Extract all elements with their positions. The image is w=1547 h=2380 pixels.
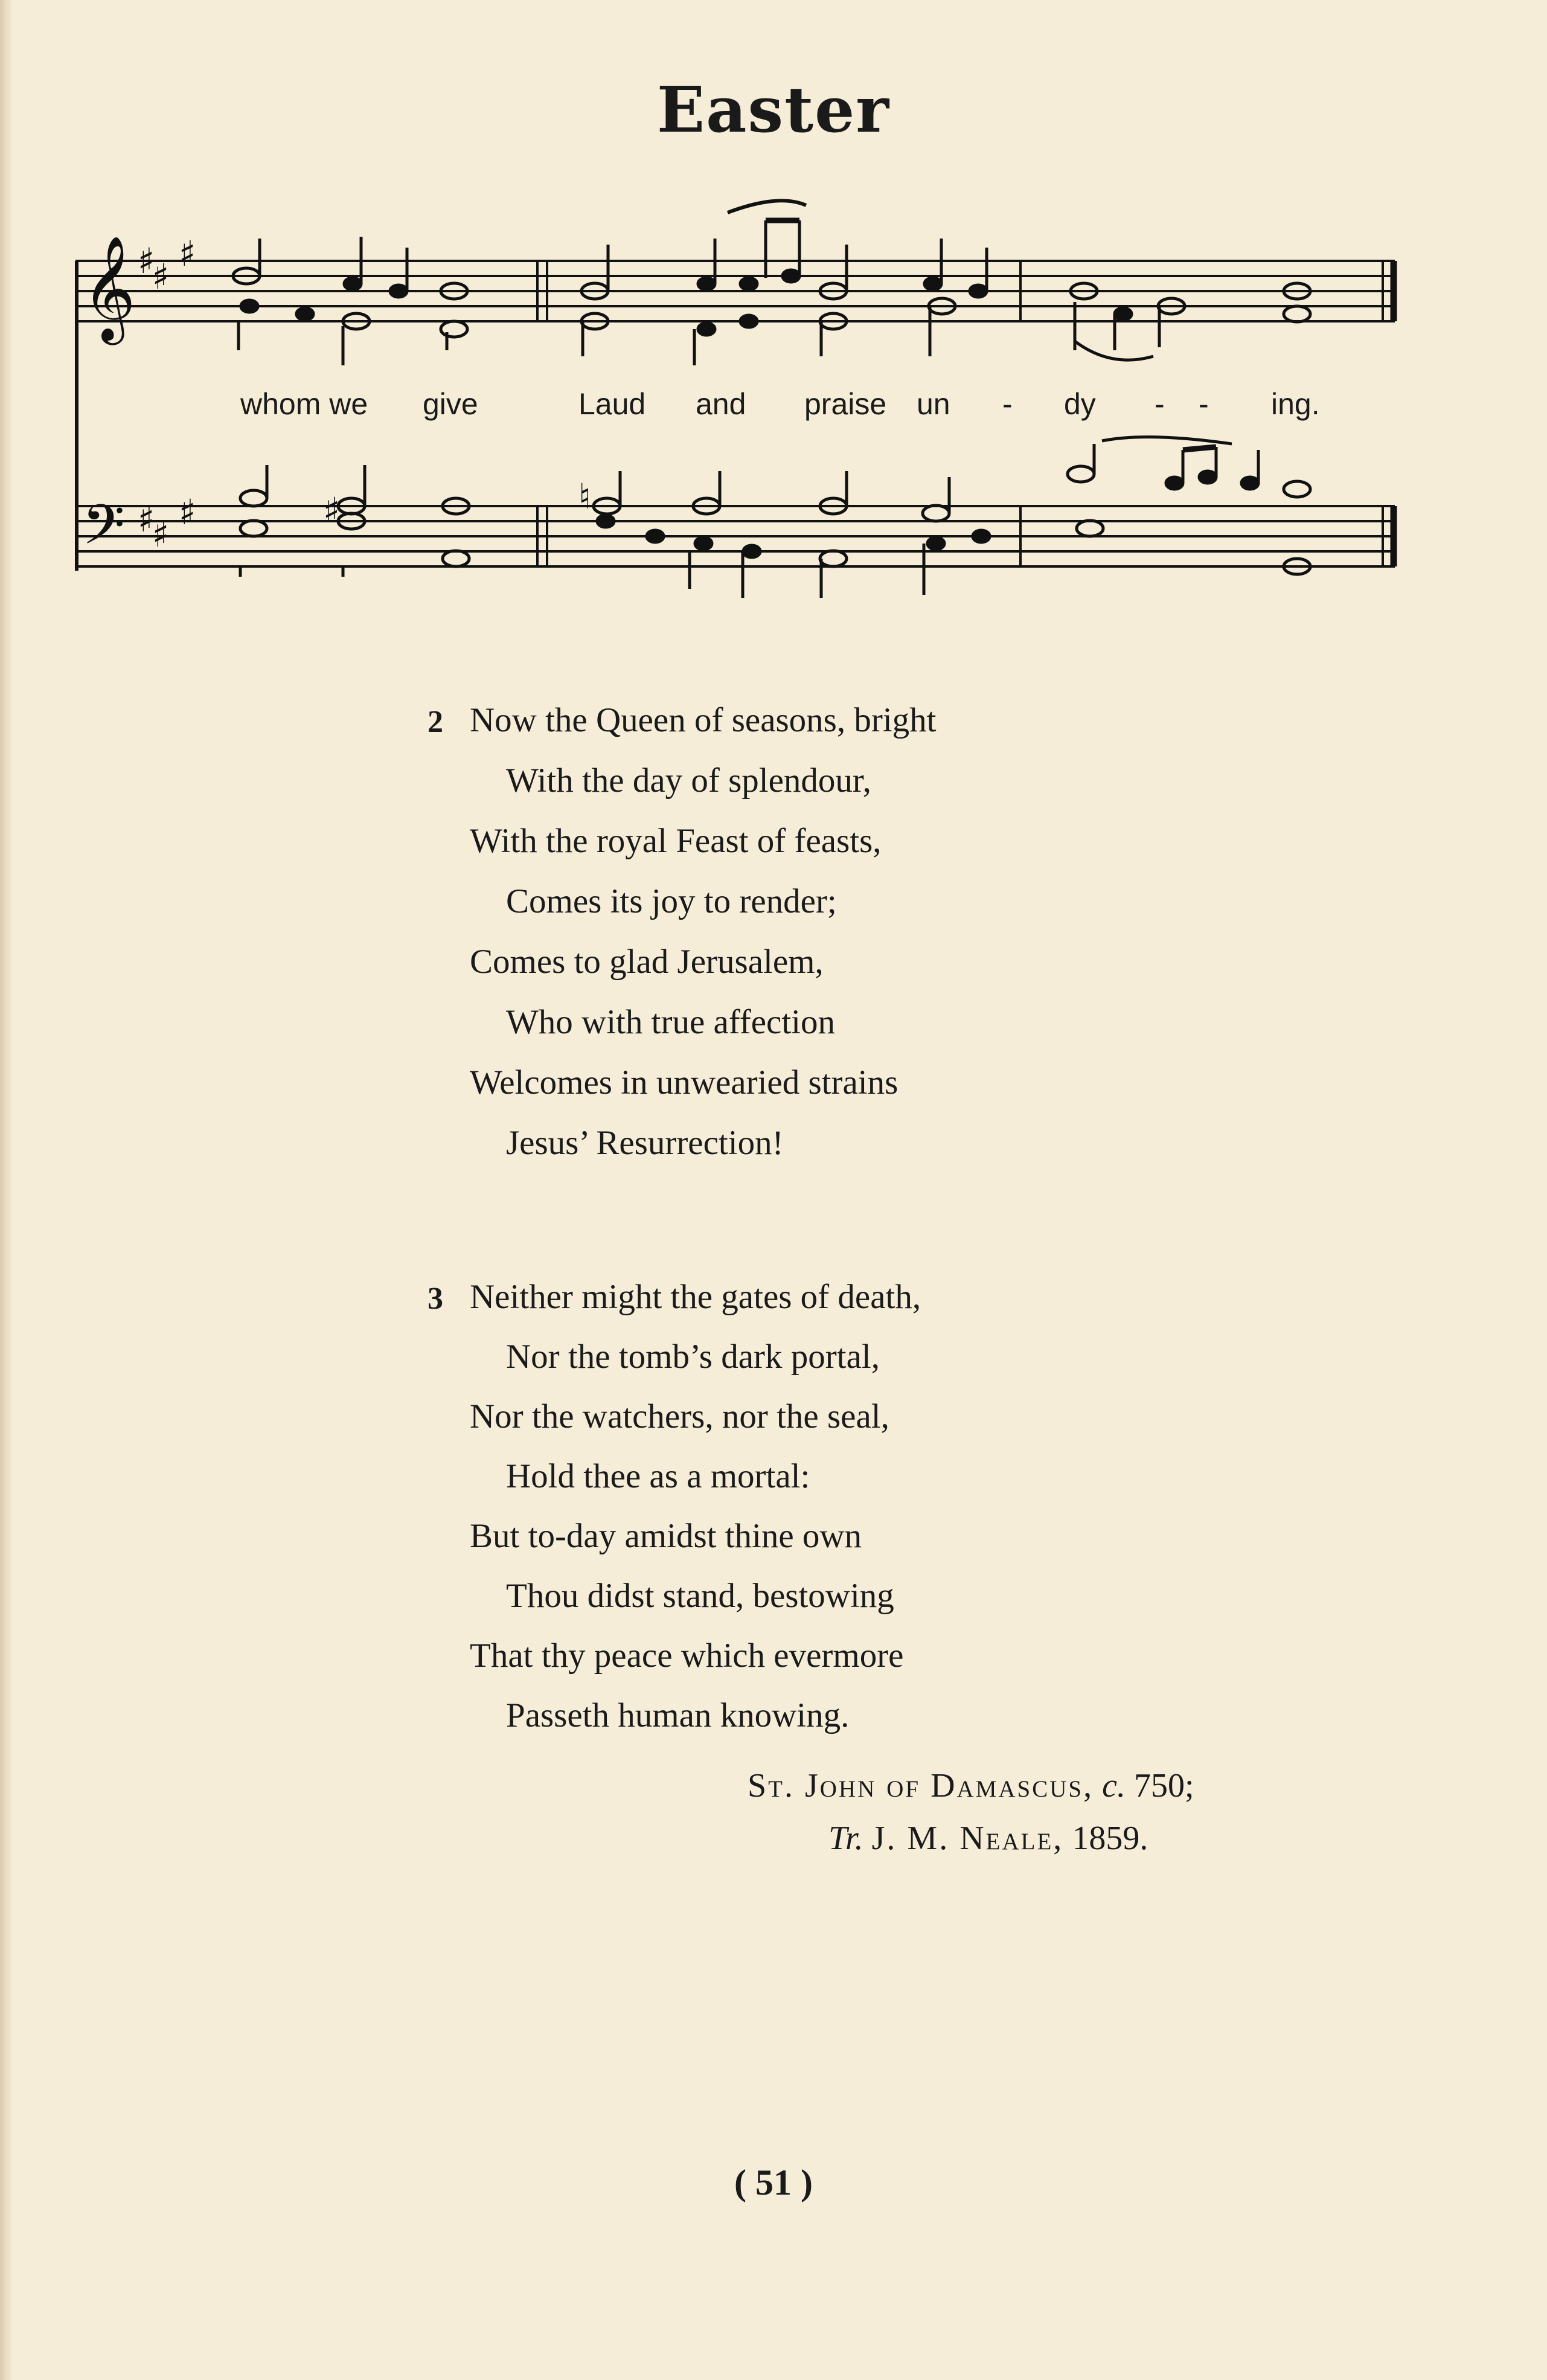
translator-name: J. M. Neale,	[871, 1820, 1064, 1857]
key-sharp: ♯	[179, 492, 196, 533]
lyric-syllable: -	[1199, 387, 1209, 421]
author-year: 750;	[1133, 1767, 1194, 1804]
verse-line: Thou didst stand, bestowing	[506, 1577, 894, 1615]
verse-line: Comes its joy to render;	[506, 882, 837, 920]
bass-staff	[75, 506, 1395, 566]
lyric-syllable: Laud	[578, 387, 646, 421]
verse-line: Hold thee as a mortal:	[506, 1457, 810, 1495]
author-name: St. John of Damascus,	[748, 1767, 1094, 1804]
lyric-syllable: give	[423, 387, 478, 421]
verse-line: Welcomes in unwearied strains	[470, 1063, 898, 1102]
key-sharp: ♯	[152, 256, 170, 297]
key-sharp: ♯	[138, 499, 155, 540]
slur-mark	[728, 200, 806, 213]
attribution-translator	[828, 1819, 1148, 1858]
lyric-syllable: un	[917, 387, 950, 421]
verse-line: But to-day amidst thine own	[470, 1517, 862, 1555]
lyric-syllable: -	[1155, 387, 1165, 421]
attribution-author	[748, 1766, 1194, 1805]
verse-line: Jesus’ Resurrection!	[506, 1124, 784, 1162]
verse-number: 2	[428, 705, 443, 739]
translator-year: 1859.	[1072, 1820, 1148, 1857]
verse-line: With the royal Feast of feasts,	[470, 822, 882, 860]
bass-notes	[240, 437, 1310, 598]
bass-clef: 𝄢	[82, 493, 125, 570]
translator-prefix: Tr.	[828, 1820, 863, 1857]
verse-line: Now the Queen of seasons, bright	[470, 701, 937, 739]
verse-line: Neither might the gates of death,	[470, 1278, 921, 1316]
key-sharp: ♯	[138, 240, 155, 281]
verse-line: Who with true affection	[506, 1003, 836, 1041]
lyric-syllable: dy	[1064, 387, 1096, 421]
page-number: ( 51 )	[734, 2163, 813, 2202]
treble-notes	[233, 220, 1310, 365]
lyric-syllable: -	[1002, 387, 1013, 421]
svg-text:♯: ♯	[323, 490, 341, 531]
treble-clef: 𝄞	[82, 236, 136, 341]
svg-text:♮: ♮	[578, 476, 591, 517]
treble-staff	[75, 261, 1395, 321]
lyric-syllable: whom we	[240, 387, 368, 421]
verse-line: That thy peace which evermore	[470, 1637, 904, 1675]
verse-line: Nor the watchers, nor the seal,	[470, 1397, 889, 1435]
lyric-syllable: and	[696, 387, 746, 421]
key-sharp: ♯	[179, 233, 196, 274]
verse-line: With the day of splendour,	[506, 762, 871, 800]
page-title: Easter	[656, 72, 891, 147]
author-circa: c.	[1102, 1767, 1126, 1804]
verse-line: Nor the tomb’s dark portal,	[506, 1338, 880, 1376]
key-sharp: ♯	[152, 514, 170, 555]
verse-line: Comes to glad Jerusalem,	[470, 943, 824, 981]
verse-line: Passeth human knowing.	[506, 1696, 850, 1734]
lyric-syllable: ing.	[1271, 387, 1320, 421]
lyric-syllable: praise	[804, 387, 887, 421]
music-score	[0, 0, 1547, 604]
verse-number: 3	[428, 1281, 443, 1316]
